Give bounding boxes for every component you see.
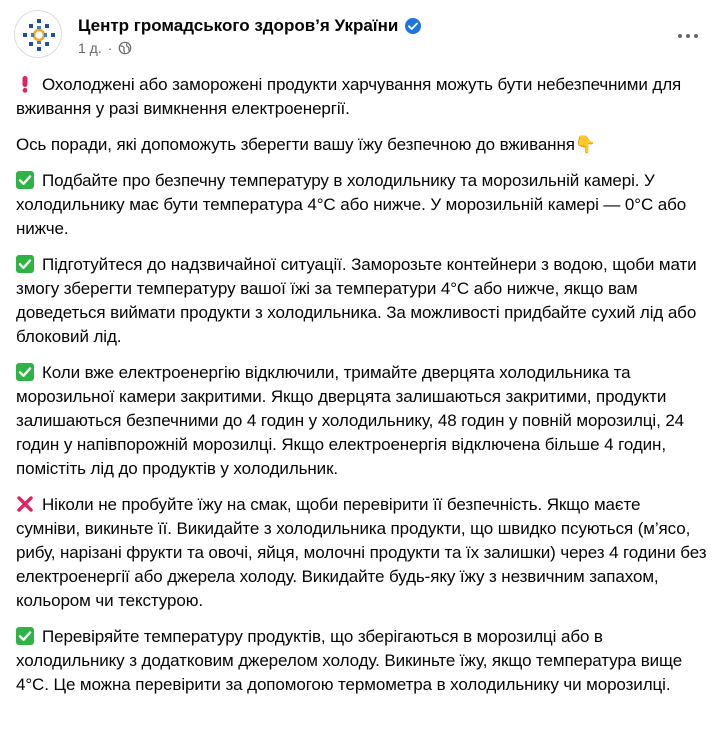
verified-badge-icon xyxy=(404,17,422,35)
author-name[interactable]: Центр громадського здоров’я України xyxy=(78,16,399,35)
check-icon xyxy=(16,363,34,381)
check-icon xyxy=(16,627,34,645)
more-options-icon[interactable] xyxy=(670,18,706,54)
phc-logo-icon xyxy=(15,11,62,58)
author-line xyxy=(78,16,422,36)
exclamation-icon xyxy=(16,75,34,93)
post-paragraph-warning xyxy=(16,73,708,121)
paragraph-text: Охолоджені або заморожені продукти харчування можуть бути небезпечними для вживання у разі вимкнення електроенергії. xyxy=(16,75,682,118)
post-paragraph-intro xyxy=(16,133,708,157)
page-avatar[interactable] xyxy=(14,10,62,58)
paragraph-text: Перевіряйте температуру продуктів, що зберігаються в морозилці або в холодильнику з додатковим джерелом холоду. Викиньте їжу, якщо температура вище 4°C. Це можна перевірити за допомогою термометра в холодильнику чи морозилці. xyxy=(16,627,683,694)
check-icon xyxy=(16,255,34,273)
post-paragraph-tip xyxy=(16,169,708,241)
post-text xyxy=(16,73,708,709)
post-paragraph-tip xyxy=(16,625,708,697)
post-header xyxy=(14,10,706,66)
paragraph-text: Подбайте про безпечну температуру в холодильнику та морозильній камері. У холодильнику має бути температура 4°C або нижче. У морозильній камері — 0°C або нижче. xyxy=(16,171,687,238)
paragraph-text: Ось поради, які допоможуть зберегти вашу їжу безпечною до вживання👇 xyxy=(16,135,596,154)
post-paragraph-tip xyxy=(16,361,708,481)
meta-separator: · xyxy=(107,40,113,56)
cross-icon xyxy=(16,495,34,513)
paragraph-text: Коли вже електроенергію відключили, тримайте дверцята холодильника та морозильної камери закритими. Якщо дверцята залишаються закритими, продукти залишаються безпечними до 4 годин у холодильнику, 48 годин у повній морозилці, 24 годин у напівпорожній морозилці. Якщо електроенергія відключена більше 4 годин, помістіть лід до продуктів у холодильник. xyxy=(16,363,685,478)
globe-icon[interactable] xyxy=(118,41,132,55)
paragraph-text: Підготуйтеся до надзвичайної ситуації. Заморозьте контейнери з водою, щоби мати змогу зберегти температуру вашої їжі за температури 4°C або нижче, якщо вам доведеться виймати продукти з холодильника. За можливості придбайте сухий лід або блоковий лід. xyxy=(16,255,697,346)
post-timestamp[interactable]: 1 д. xyxy=(78,40,102,56)
post-paragraph-tip xyxy=(16,253,708,349)
paragraph-text: Ніколи не пробуйте їжу на смак, щоби перевірити її безпечність. Якщо маєте сумніви, викиньте її. Викидайте з холодильника продукти, що швидко псуються (м’ясо, рибу, нарізані фрукти та овочі, яйця, молочні продукти та їх залишки) через 4 години без електроенергії або джерела холоду. Викидайте будь-яку їжу з незвичним запахом, кольором чи текстурою. xyxy=(16,495,707,610)
post-meta xyxy=(78,40,132,56)
post-paragraph-warning-cross xyxy=(16,493,708,613)
check-icon xyxy=(16,171,34,189)
